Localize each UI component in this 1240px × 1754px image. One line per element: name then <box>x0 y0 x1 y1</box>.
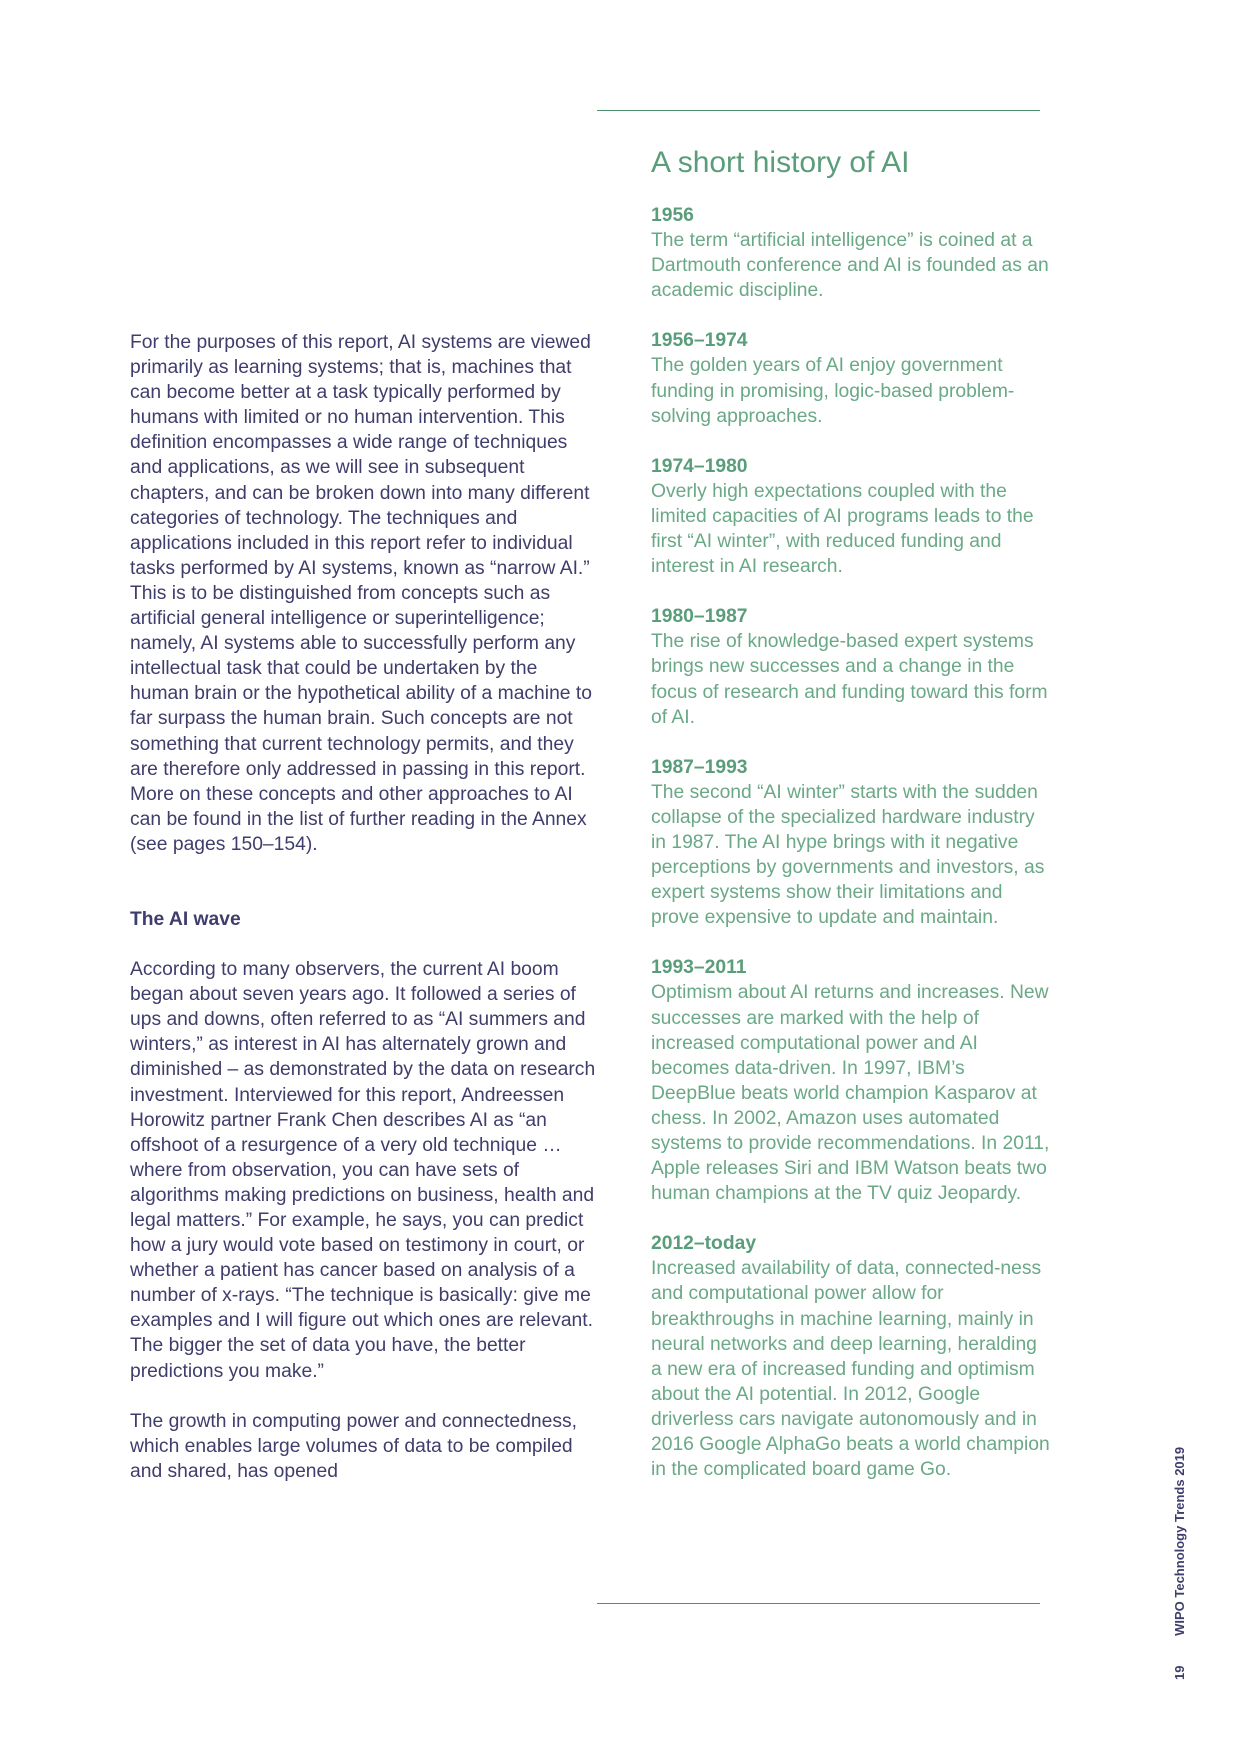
sidebar-title: A short history of AI <box>651 146 910 179</box>
section-heading: The AI wave <box>130 908 241 930</box>
history-entry <box>651 454 1051 579</box>
main-column <box>130 330 600 1484</box>
entry-year: 1993–2011 <box>651 957 747 979</box>
entry-year: 1987–1993 <box>651 756 748 778</box>
entry-year: 1974–1980 <box>651 455 748 477</box>
history-entry <box>651 755 1051 931</box>
entry-text: The term “artificial intelligence” is coined at a Dartmouth conference and AI is founded as an academic discipline. <box>651 230 1049 302</box>
publication-title: WIPO Technology Trends 2019 <box>1172 1446 1187 1636</box>
history-entry <box>651 328 1051 428</box>
entry-text: The golden years of AI enjoy government funding in promising, logic-based problem-solving approaches. <box>651 355 1015 427</box>
entry-year: 2012–today <box>651 1233 757 1255</box>
history-sidebar <box>651 143 1051 1507</box>
sidebar-bottom-rule <box>597 1603 1040 1604</box>
entry-year: 1956–1974 <box>651 330 748 352</box>
page-number: 19 <box>1172 1665 1187 1680</box>
entry-text: The second “AI winter” starts with the sudden collapse of the specialized hardware industry in 1987. The AI hype brings with it negative perceptions by governments and investors, as expert systems show their limitations and prove expensive to update and maintain. <box>651 781 1045 929</box>
entry-year: 1980–1987 <box>651 606 748 628</box>
history-entry <box>651 604 1051 729</box>
history-entry <box>651 955 1051 1206</box>
entry-text: Increased availability of data, connected-ness and computational power allow for breakthroughs in machine learning, mainly in neural networks and deep learning, heralding a new era of increased funding and optimism about the AI potential. In 2012, Google driverless cars navigate autonomously and in 2016 Google AlphaGo beats a world champion in the complicated board game Go. <box>651 1258 1050 1481</box>
history-entry <box>651 1231 1051 1482</box>
growth-paragraph: The growth in computing power and connectedness, which enables large volumes of data to be compiled and shared, has opened <box>130 1410 577 1482</box>
entry-text: The rise of knowledge-based expert systems brings new successes and a change in the focus of research and funding toward this form of AI. <box>651 631 1048 728</box>
intro-paragraph: For the purposes of this report, AI systems are viewed primarily as learning systems; that is, machines that can become better at a task typically performed by humans with limited or no human intervention. This definition encompasses a wide range of techniques and applications, as we will see in subsequent chapters, and can be broken down into many different categories of technology. The techniques and applications included in this report refer to individual tasks performed by AI systems, known as “narrow AI.” This is to be distinguished from concepts such as artificial general intelligence or superintelligence; namely, AI systems able to successfully perform any intellectual task that could be undertaken by the human brain or the hypothetical ability of a machine to far surpass the human brain. Such concepts are not something that current technology permits, and they are therefore only addressed in passing in this report. More on these concepts and other approaches to AI can be found in the list of further reading in the Annex (see pages 150–154). <box>130 332 592 855</box>
entry-text: Optimism about AI returns and increases. New successes are marked with the help of increased computational power and AI becomes data-driven. In 1997, IBM’s DeepBlue beats world champion Kasparov at chess. In 2002, Amazon uses automated systems to provide recommendations. In 2011, Apple releases Siri and IBM Watson beats two human champions at the TV quiz Jeopardy. <box>651 982 1050 1205</box>
history-entry <box>651 203 1051 303</box>
page-footer <box>1172 1447 1187 1680</box>
sidebar-top-rule <box>597 110 1040 111</box>
ai-wave-paragraph: According to many observers, the current AI boom began about seven years ago. It followed a series of ups and downs, often referred to as “AI summers and winters,” as interest in AI has alternately grown and diminished – as demonstrated by the data on research investment. Interviewed for this report, Andreessen Horowitz partner Frank Chen describes AI as “an offshoot of a resurgence of a very old technique … where from observation, you can have sets of algorithms making predictions on business, health and legal matters.” For example, he says, you can predict how a jury would vote based on testimony in court, or whether a patient has cancer based on analysis of a number of x-rays. “The technique is basically: give me examples and I will figure out which ones are relevant. The bigger the set of data you have, the better predictions you make.” <box>130 959 596 1382</box>
entry-year: 1956 <box>651 205 694 226</box>
entry-text: Overly high expectations coupled with the limited capacities of AI programs leads to the first “AI winter”, with reduced funding and interest in AI research. <box>651 480 1034 578</box>
